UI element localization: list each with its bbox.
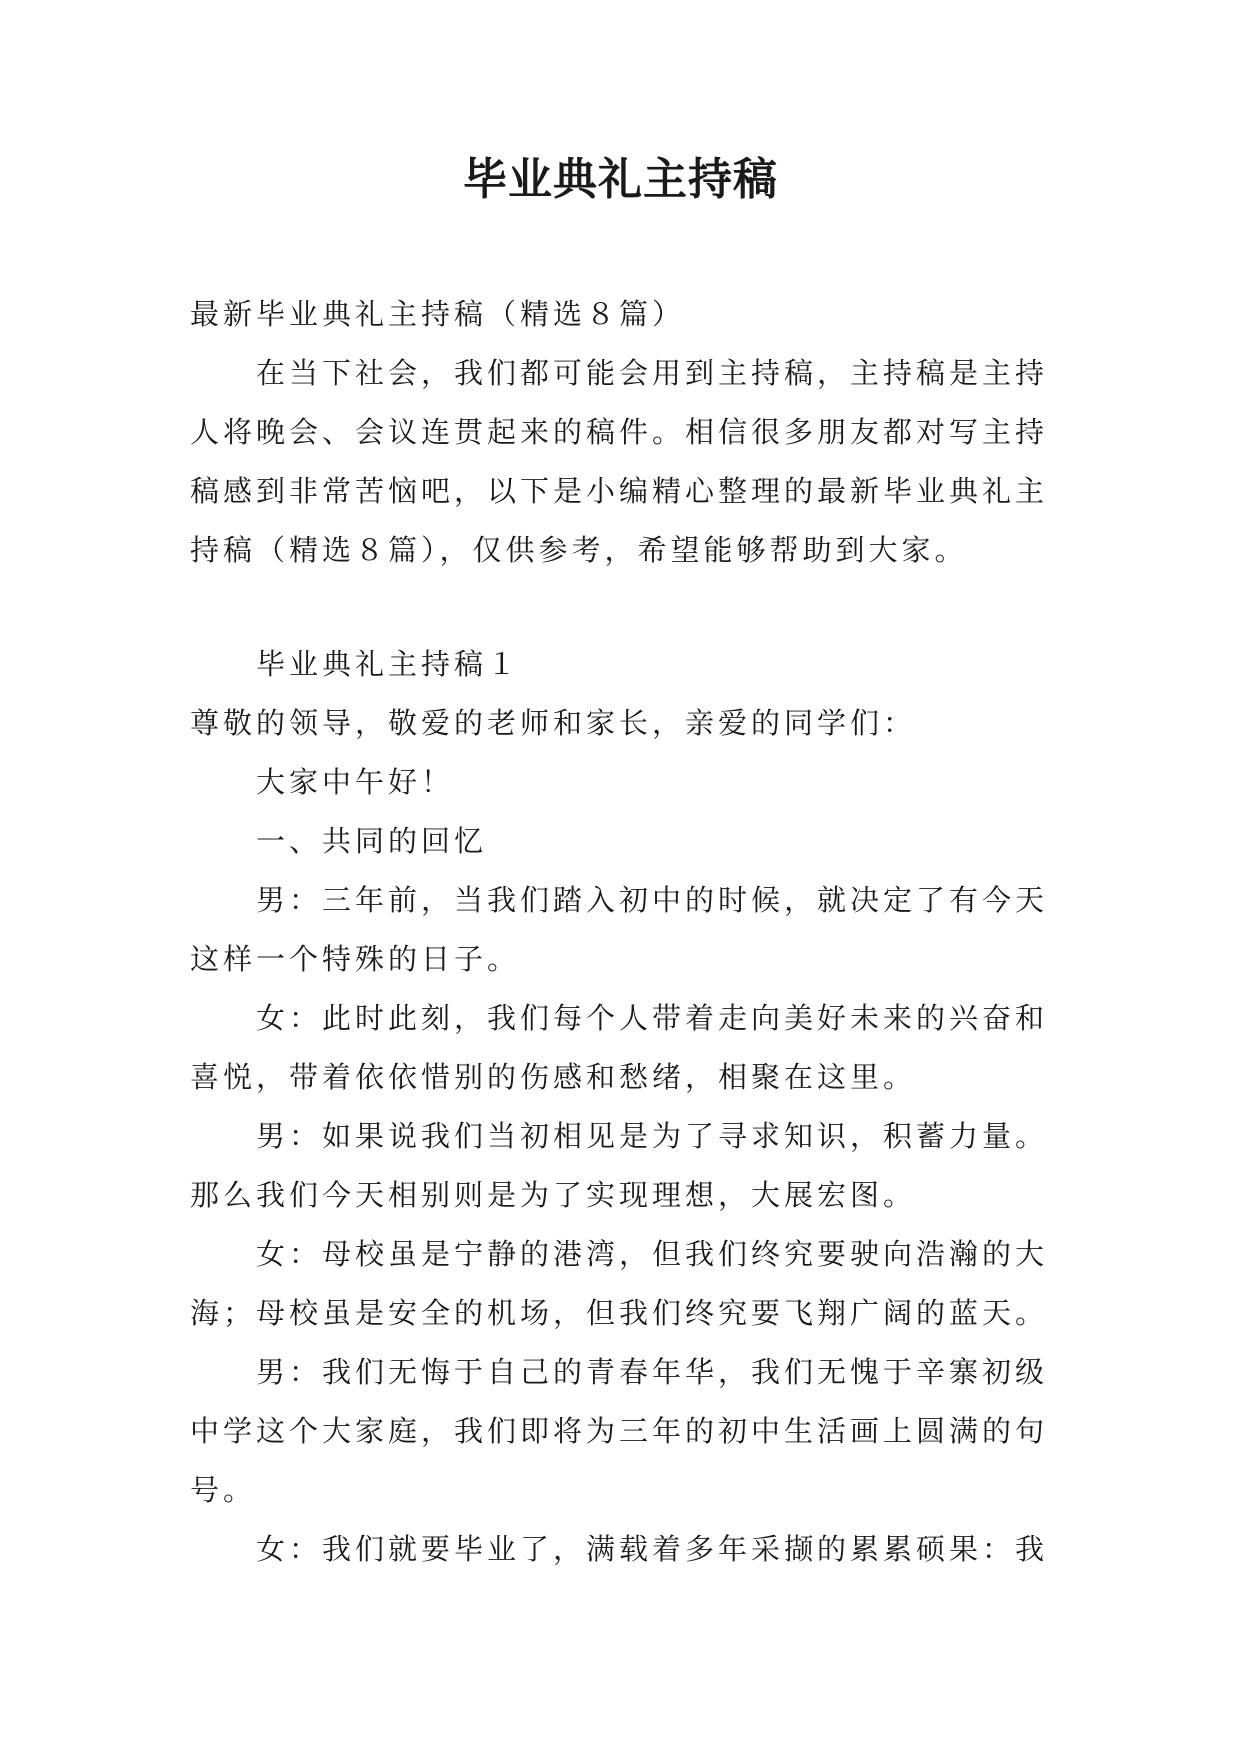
intro-line: 持稿（精选８篇），仅供参考，希望能够帮助到大家。 [190, 533, 968, 567]
intro-line: 稿感到非常苦恼吧，以下是小编精心整理的最新毕业典礼主 [190, 474, 1049, 508]
dialogue-line: 海；母校虽是安全的机场，但我们终究要飞翔广阔的蓝天。 [190, 1296, 1049, 1330]
intro-line: 人将晚会、会议连贯起来的稿件。相信很多朋友都对写主持 [190, 415, 1049, 449]
dialogue-line: 号。 [190, 1473, 257, 1507]
intro-line: 在当下社会，我们都可能会用到主持稿，主持稿是主持 [256, 356, 1049, 390]
document-body [190, 285, 1052, 1579]
section-heading: 毕业典礼主持稿１ [256, 647, 521, 681]
document-subtitle: 最新毕业典礼主持稿（精选８篇） [190, 297, 686, 331]
dialogue-line: 女：我们就要毕业了，满载着多年采撷的累累硕果：我 [256, 1532, 1049, 1566]
dialogue-line: 中学这个大家庭，我们即将为三年的初中生活画上圆满的句 [190, 1414, 1049, 1448]
document-title: 毕业典礼主持稿 [463, 154, 778, 205]
part-heading: 一、共同的回忆 [256, 824, 488, 858]
dialogue-line: 男：如果说我们当初相见是为了寻求知识，积蓄力量。 [256, 1119, 1049, 1153]
dialogue-line: 喜悦，带着依依惜别的伤感和愁绪，相聚在这里。 [190, 1060, 917, 1094]
paragraph-gap [190, 580, 1052, 635]
dialogue-line: 那么我们今天相别则是为了实现理想，大展宏图。 [190, 1178, 917, 1212]
dialogue-line: 男：三年前，当我们踏入初中的时候，就决定了有今天 [256, 883, 1049, 917]
greeting-line: 尊敬的领导，敬爱的老师和家长，亲爱的同学们： [190, 706, 917, 740]
dialogue-line: 这样一个特殊的日子。 [190, 942, 521, 976]
dialogue-line: 男：我们无悔于自己的青春年华，我们无愧于辛寨初级 [256, 1355, 1049, 1389]
dialogue-line: 女：母校虽是宁静的港湾，但我们终究要驶向浩瀚的大 [256, 1237, 1049, 1271]
dialogue-line: 女：此时此刻，我们每个人带着走向美好未来的兴奋和 [256, 1001, 1049, 1035]
salutation-line: 大家中午好！ [256, 765, 455, 799]
